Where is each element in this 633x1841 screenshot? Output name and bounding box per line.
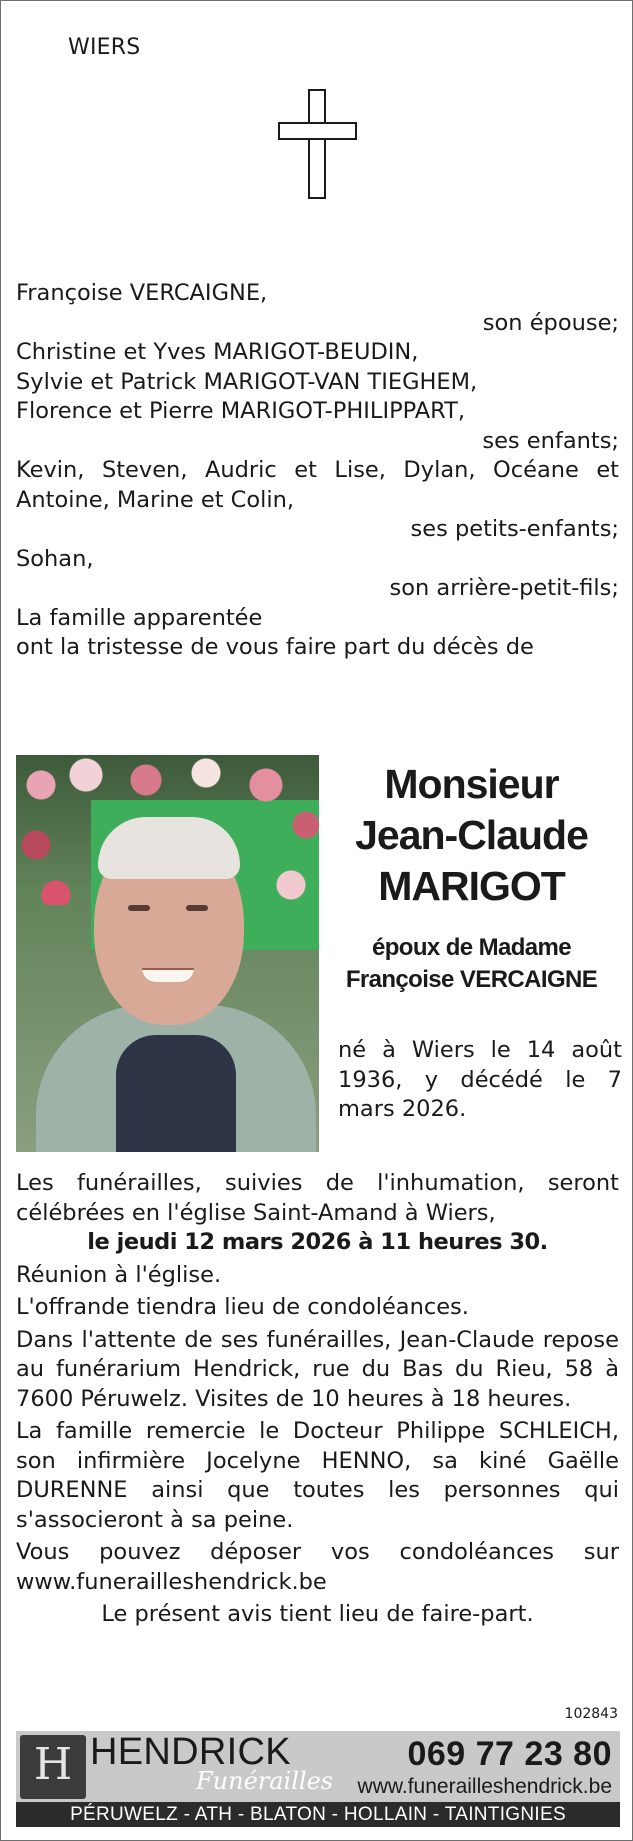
deceased-title: Monsieur: [384, 761, 559, 807]
offering-text: L'offrande tiendra lieu de condoléances.: [16, 1294, 469, 1320]
funeral-home-banner: [16, 1731, 620, 1827]
spouse-line-1: époux de Madame: [371, 934, 572, 961]
family-line: Françoise VERCAIGNE,: [16, 280, 268, 306]
deceased-photo: [16, 755, 319, 1152]
family-line: Kevin, Steven, Audric et Lise, Dylan, Océane et Antoine, Marine et Colin,: [16, 457, 619, 513]
resting-text: Dans l'attente de ses funérailles, Jean-Claude repose au funérarium Hendrick, rue du Bas du Rieu, 58 à 7600 Péruwelz. Visites de 10 heures à 18 heures.: [16, 1326, 619, 1412]
notice-text: Le présent avis tient lieu de faire-part.: [101, 1601, 534, 1627]
logo-letter: H: [33, 1739, 73, 1790]
reference-number: 102843: [564, 1706, 618, 1722]
banner-top: [16, 1731, 620, 1802]
family-line: Florence et Pierre MARIGOT-PHILIPPART,: [16, 398, 466, 424]
family-line: Sylvie et Patrick MARIGOT-VAN TIEGHEM,: [16, 368, 478, 395]
brand-name: HENDRICK: [90, 1731, 291, 1773]
birth-death-text: né à Wiers le 14 août 1936, y décédé le 7 mars 2026.: [338, 1037, 622, 1122]
hendrick-logo: [20, 1735, 86, 1799]
family-list: [16, 279, 619, 663]
family-line: La famille apparentée: [16, 604, 263, 631]
family-line: ses petits-enfants;: [410, 516, 619, 542]
deceased-name-block: [321, 759, 622, 996]
funeral-intro: Les funérailles, suivies de l'inhumation, seront célébrées en l'église Saint-Amand à Wiers,: [16, 1170, 619, 1226]
family-line: son épouse;: [482, 309, 619, 336]
locations-strip: PÉRUWELZ - ATH - BLATON - HOLLAIN - TAINTIGNIES: [16, 1802, 620, 1827]
website-link[interactable]: www.funerailleshendrick.be: [357, 1775, 612, 1798]
brand-subtitle: Funérailles: [196, 1767, 334, 1795]
family-line: Sohan,: [16, 545, 94, 572]
family-line: Christine et Yves MARIGOT-BEUDIN,: [16, 339, 419, 365]
family-line: son arrière-petit-fils;: [389, 575, 619, 601]
family-line: ont la tristesse de vous faire part du décès de: [16, 634, 534, 660]
funeral-details: [16, 1169, 619, 1630]
deceased-last-name: MARIGOT: [378, 863, 565, 909]
cross-icon: [278, 89, 357, 199]
condolences-text: Vous pouvez déposer vos condoléances sur www.funerailleshendrick.be: [16, 1539, 619, 1595]
thanks-text: La famille remercie le Docteur Philippe SCHLEICH, son infirmière Jocelyne HENNO, sa kiné Gaëlle DURENNE ainsi que toutes les personnes qui s'associeront à sa peine.: [16, 1418, 619, 1533]
deceased-first-name: Jean-Claude: [355, 812, 588, 858]
funeral-date: le jeudi 12 mars 2026 à 11 heures 30.: [87, 1229, 548, 1255]
meeting-text: Réunion à l'église.: [16, 1261, 222, 1288]
phone-number: 069 77 23 80: [407, 1735, 612, 1773]
spouse-line-2: Françoise VERCAIGNE: [345, 966, 598, 993]
town-heading: WIERS: [68, 35, 141, 60]
family-line: ses enfants;: [482, 427, 619, 454]
